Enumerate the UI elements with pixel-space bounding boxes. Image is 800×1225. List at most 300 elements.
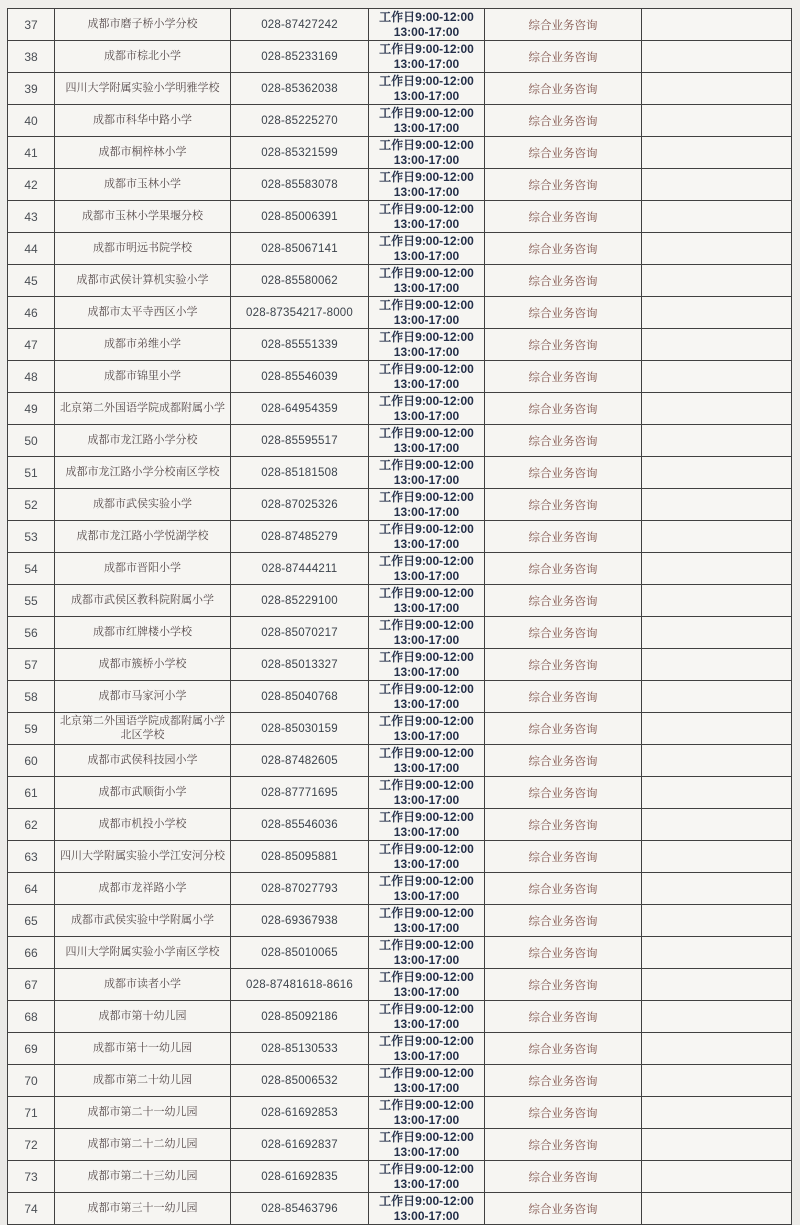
service-hours-line1: 工作日9:00-12:00 <box>379 906 474 921</box>
service-hours <box>369 809 485 841</box>
school-name: 成都市龙江路小学悦湖学校 <box>55 521 231 553</box>
table-row <box>8 1097 792 1129</box>
service-hours <box>369 9 485 41</box>
service-hours-line2: 13:00-17:00 <box>393 56 460 71</box>
table-row <box>8 1193 792 1225</box>
service-type: 综合业务咨询 <box>485 809 642 841</box>
school-name: 成都市第十幼儿园 <box>55 1001 231 1033</box>
remarks-cell <box>642 617 792 649</box>
service-hours-line1: 工作日9:00-12:00 <box>379 1002 474 1017</box>
service-hours-line1: 工作日9:00-12:00 <box>379 1034 474 1049</box>
table-row <box>8 841 792 873</box>
service-hours <box>369 1193 485 1225</box>
service-hours-line1: 工作日9:00-12:00 <box>379 1162 474 1177</box>
phone-number: 028-85181508 <box>231 457 369 489</box>
table-row <box>8 169 792 201</box>
service-hours-line2: 13:00-17:00 <box>393 952 460 967</box>
table-row <box>8 1001 792 1033</box>
phone-number: 028-85030159 <box>231 713 369 745</box>
service-type: 综合业务咨询 <box>485 553 642 585</box>
remarks-cell <box>642 1001 792 1033</box>
table-row <box>8 201 792 233</box>
service-hours-line2: 13:00-17:00 <box>393 792 460 807</box>
school-name: 成都市第二十一幼儿园 <box>55 1097 231 1129</box>
table-row <box>8 713 792 745</box>
service-type: 综合业务咨询 <box>485 617 642 649</box>
phone-number: 028-61692837 <box>231 1129 369 1161</box>
table-row <box>8 649 792 681</box>
row-number: 50 <box>8 425 55 457</box>
phone-number: 028-85233169 <box>231 41 369 73</box>
phone-number: 028-87354217-8000 <box>231 297 369 329</box>
service-hours <box>369 1161 485 1193</box>
row-number: 55 <box>8 585 55 617</box>
remarks-cell <box>642 521 792 553</box>
service-hours <box>369 393 485 425</box>
phone-number: 028-85013327 <box>231 649 369 681</box>
school-name: 成都市第二十三幼儿园 <box>55 1161 231 1193</box>
school-name: 成都市马家河小学 <box>55 681 231 713</box>
service-hours <box>369 1097 485 1129</box>
row-number: 49 <box>8 393 55 425</box>
remarks-cell <box>642 233 792 265</box>
remarks-cell <box>642 137 792 169</box>
row-number: 60 <box>8 745 55 777</box>
school-name: 成都市第二十二幼儿园 <box>55 1129 231 1161</box>
table-row <box>8 969 792 1001</box>
school-name: 成都市簇桥小学校 <box>55 649 231 681</box>
service-hours-line1: 工作日9:00-12:00 <box>379 746 474 761</box>
service-type: 综合业务咨询 <box>485 457 642 489</box>
service-hours <box>369 1065 485 1097</box>
table-row <box>8 137 792 169</box>
service-hours-line1: 工作日9:00-12:00 <box>379 618 474 633</box>
service-hours <box>369 841 485 873</box>
service-hours <box>369 169 485 201</box>
table-row <box>8 937 792 969</box>
service-hours-line1: 工作日9:00-12:00 <box>379 778 474 793</box>
row-number: 41 <box>8 137 55 169</box>
service-hours <box>369 745 485 777</box>
remarks-cell <box>642 1193 792 1225</box>
service-type: 综合业务咨询 <box>485 137 642 169</box>
row-number: 70 <box>8 1065 55 1097</box>
service-type: 综合业务咨询 <box>485 1001 642 1033</box>
service-hours-line1: 工作日9:00-12:00 <box>379 138 474 153</box>
phone-number: 028-87025326 <box>231 489 369 521</box>
service-hours <box>369 41 485 73</box>
service-hours <box>369 681 485 713</box>
remarks-cell <box>642 809 792 841</box>
service-hours-line1: 工作日9:00-12:00 <box>379 394 474 409</box>
row-number: 74 <box>8 1193 55 1225</box>
service-hours <box>369 201 485 233</box>
school-name: 四川大学附属实验小学明雅学校 <box>55 73 231 105</box>
service-type: 综合业务咨询 <box>485 329 642 361</box>
service-hours-line1: 工作日9:00-12:00 <box>379 714 474 729</box>
service-type: 综合业务咨询 <box>485 425 642 457</box>
phone-number: 028-85583078 <box>231 169 369 201</box>
service-type: 综合业务咨询 <box>485 297 642 329</box>
row-number: 39 <box>8 73 55 105</box>
school-service-table <box>7 8 792 1225</box>
remarks-cell <box>642 905 792 937</box>
remarks-cell <box>642 777 792 809</box>
service-hours-line2: 13:00-17:00 <box>393 984 460 999</box>
service-hours-line1: 工作日9:00-12:00 <box>379 1130 474 1145</box>
school-name: 成都市玉林小学 <box>55 169 231 201</box>
remarks-cell <box>642 841 792 873</box>
phone-number: 028-87427242 <box>231 9 369 41</box>
phone-number: 028-85225270 <box>231 105 369 137</box>
service-hours-line1: 工作日9:00-12:00 <box>379 74 474 89</box>
remarks-cell <box>642 649 792 681</box>
remarks-cell <box>642 169 792 201</box>
school-name: 成都市武顺街小学 <box>55 777 231 809</box>
service-hours-line1: 工作日9:00-12:00 <box>379 1194 474 1209</box>
service-hours-line1: 工作日9:00-12:00 <box>379 362 474 377</box>
service-hours <box>369 137 485 169</box>
remarks-cell <box>642 489 792 521</box>
table-row <box>8 521 792 553</box>
service-type: 综合业务咨询 <box>485 681 642 713</box>
row-number: 63 <box>8 841 55 873</box>
service-hours <box>369 649 485 681</box>
service-hours-line2: 13:00-17:00 <box>393 312 460 327</box>
school-name: 成都市棕北小学 <box>55 41 231 73</box>
row-number: 58 <box>8 681 55 713</box>
table-row <box>8 329 792 361</box>
phone-number: 028-61692853 <box>231 1097 369 1129</box>
service-hours-line2: 13:00-17:00 <box>393 408 460 423</box>
row-number: 46 <box>8 297 55 329</box>
table-row <box>8 809 792 841</box>
service-hours-line1: 工作日9:00-12:00 <box>379 458 474 473</box>
table-row <box>8 553 792 585</box>
school-name: 成都市科华中路小学 <box>55 105 231 137</box>
phone-number: 028-85362038 <box>231 73 369 105</box>
service-hours-line2: 13:00-17:00 <box>393 376 460 391</box>
service-type: 综合业务咨询 <box>485 1129 642 1161</box>
phone-number: 028-64954359 <box>231 393 369 425</box>
service-hours-line2: 13:00-17:00 <box>393 696 460 711</box>
row-number: 64 <box>8 873 55 905</box>
table-row <box>8 393 792 425</box>
service-type: 综合业务咨询 <box>485 1193 642 1225</box>
service-hours-line1: 工作日9:00-12:00 <box>379 170 474 185</box>
service-type: 综合业务咨询 <box>485 105 642 137</box>
service-hours-line2: 13:00-17:00 <box>393 248 460 263</box>
service-type: 综合业务咨询 <box>485 873 642 905</box>
remarks-cell <box>642 585 792 617</box>
phone-number: 028-85067141 <box>231 233 369 265</box>
table-row <box>8 905 792 937</box>
service-type: 综合业务咨询 <box>485 169 642 201</box>
service-hours-line2: 13:00-17:00 <box>393 1048 460 1063</box>
service-hours-line2: 13:00-17:00 <box>393 184 460 199</box>
service-hours-line1: 工作日9:00-12:00 <box>379 1066 474 1081</box>
service-type: 综合业务咨询 <box>485 361 642 393</box>
service-type: 综合业务咨询 <box>485 649 642 681</box>
row-number: 45 <box>8 265 55 297</box>
service-hours <box>369 553 485 585</box>
service-hours-line2: 13:00-17:00 <box>393 760 460 775</box>
remarks-cell <box>642 1065 792 1097</box>
service-hours-line2: 13:00-17:00 <box>393 472 460 487</box>
service-hours-line2: 13:00-17:00 <box>393 504 460 519</box>
service-hours <box>369 329 485 361</box>
table-row <box>8 777 792 809</box>
table-row <box>8 1033 792 1065</box>
row-number: 65 <box>8 905 55 937</box>
service-hours-line2: 13:00-17:00 <box>393 920 460 935</box>
phone-number: 028-69367938 <box>231 905 369 937</box>
service-hours-line2: 13:00-17:00 <box>393 440 460 455</box>
service-hours-line1: 工作日9:00-12:00 <box>379 970 474 985</box>
phone-number: 028-85321599 <box>231 137 369 169</box>
row-number: 59 <box>8 713 55 745</box>
service-hours-line2: 13:00-17:00 <box>393 600 460 615</box>
service-hours-line2: 13:00-17:00 <box>393 1016 460 1031</box>
phone-number: 028-85580062 <box>231 265 369 297</box>
phone-number: 028-61692835 <box>231 1161 369 1193</box>
remarks-cell <box>642 1129 792 1161</box>
school-name: 成都市机投小学校 <box>55 809 231 841</box>
remarks-cell <box>642 265 792 297</box>
row-number: 48 <box>8 361 55 393</box>
service-hours-line1: 工作日9:00-12:00 <box>379 650 474 665</box>
row-number: 52 <box>8 489 55 521</box>
service-hours-line2: 13:00-17:00 <box>393 88 460 103</box>
remarks-cell <box>642 329 792 361</box>
service-hours <box>369 777 485 809</box>
phone-number: 028-85070217 <box>231 617 369 649</box>
service-type: 综合业务咨询 <box>485 393 642 425</box>
remarks-cell <box>642 553 792 585</box>
school-name: 成都市武侯计算机实验小学 <box>55 265 231 297</box>
remarks-cell <box>642 9 792 41</box>
service-hours <box>369 1033 485 1065</box>
service-hours-line2: 13:00-17:00 <box>393 728 460 743</box>
school-name: 成都市第二十幼儿园 <box>55 1065 231 1097</box>
service-hours <box>369 425 485 457</box>
service-hours <box>369 969 485 1001</box>
table-row <box>8 361 792 393</box>
phone-number: 028-85229100 <box>231 585 369 617</box>
remarks-cell <box>642 681 792 713</box>
service-type: 综合业务咨询 <box>485 969 642 1001</box>
phone-number: 028-85546036 <box>231 809 369 841</box>
service-hours-line1: 工作日9:00-12:00 <box>379 490 474 505</box>
school-name: 成都市武侯实验小学 <box>55 489 231 521</box>
school-name: 成都市龙祥路小学 <box>55 873 231 905</box>
phone-number: 028-85463796 <box>231 1193 369 1225</box>
school-name: 四川大学附属实验小学江安河分校 <box>55 841 231 873</box>
service-hours <box>369 297 485 329</box>
table-row <box>8 681 792 713</box>
service-hours-line1: 工作日9:00-12:00 <box>379 1098 474 1113</box>
service-hours <box>369 361 485 393</box>
service-hours-line1: 工作日9:00-12:00 <box>379 266 474 281</box>
school-name: 成都市晋阳小学 <box>55 553 231 585</box>
remarks-cell <box>642 1097 792 1129</box>
remarks-cell <box>642 361 792 393</box>
phone-number: 028-87027793 <box>231 873 369 905</box>
service-hours-line2: 13:00-17:00 <box>393 536 460 551</box>
service-hours-line2: 13:00-17:00 <box>393 120 460 135</box>
service-hours-line1: 工作日9:00-12:00 <box>379 874 474 889</box>
service-hours-line1: 工作日9:00-12:00 <box>379 426 474 441</box>
row-number: 43 <box>8 201 55 233</box>
service-type: 综合业务咨询 <box>485 9 642 41</box>
service-hours-line1: 工作日9:00-12:00 <box>379 938 474 953</box>
row-number: 61 <box>8 777 55 809</box>
row-number: 54 <box>8 553 55 585</box>
row-number: 44 <box>8 233 55 265</box>
remarks-cell <box>642 713 792 745</box>
service-type: 综合业务咨询 <box>485 745 642 777</box>
table-row <box>8 489 792 521</box>
row-number: 68 <box>8 1001 55 1033</box>
service-hours-line1: 工作日9:00-12:00 <box>379 298 474 313</box>
phone-number: 028-85006391 <box>231 201 369 233</box>
remarks-cell <box>642 457 792 489</box>
service-type: 综合业务咨询 <box>485 1161 642 1193</box>
remarks-cell <box>642 1033 792 1065</box>
service-hours-line1: 工作日9:00-12:00 <box>379 10 474 25</box>
phone-number: 028-85092186 <box>231 1001 369 1033</box>
service-hours-line2: 13:00-17:00 <box>393 888 460 903</box>
table-row <box>8 1161 792 1193</box>
remarks-cell <box>642 1161 792 1193</box>
school-name: 成都市明远书院学校 <box>55 233 231 265</box>
service-type: 综合业务咨询 <box>485 1033 642 1065</box>
table-row <box>8 297 792 329</box>
phone-number: 028-85010065 <box>231 937 369 969</box>
school-name: 成都市武侯科技园小学 <box>55 745 231 777</box>
service-type: 综合业务咨询 <box>485 1097 642 1129</box>
service-hours-line2: 13:00-17:00 <box>393 1208 460 1223</box>
row-number: 37 <box>8 9 55 41</box>
row-number: 57 <box>8 649 55 681</box>
school-name: 成都市太平寺西区小学 <box>55 297 231 329</box>
table-row <box>8 1129 792 1161</box>
phone-number: 028-85095881 <box>231 841 369 873</box>
school-name: 成都市锦里小学 <box>55 361 231 393</box>
service-hours-line2: 13:00-17:00 <box>393 824 460 839</box>
service-hours-line1: 工作日9:00-12:00 <box>379 554 474 569</box>
school-name: 成都市第三十一幼儿园 <box>55 1193 231 1225</box>
service-hours <box>369 1129 485 1161</box>
service-hours <box>369 873 485 905</box>
service-hours <box>369 905 485 937</box>
school-name: 成都市桐梓林小学 <box>55 137 231 169</box>
service-type: 综合业务咨询 <box>485 521 642 553</box>
service-hours-line2: 13:00-17:00 <box>393 1144 460 1159</box>
service-hours <box>369 265 485 297</box>
service-hours <box>369 617 485 649</box>
table-row <box>8 617 792 649</box>
table-row <box>8 265 792 297</box>
service-hours-line2: 13:00-17:00 <box>393 344 460 359</box>
service-hours-line1: 工作日9:00-12:00 <box>379 202 474 217</box>
remarks-cell <box>642 201 792 233</box>
table-row <box>8 745 792 777</box>
remarks-cell <box>642 105 792 137</box>
service-type: 综合业务咨询 <box>485 233 642 265</box>
row-number: 69 <box>8 1033 55 1065</box>
phone-number: 028-87482605 <box>231 745 369 777</box>
row-number: 72 <box>8 1129 55 1161</box>
row-number: 73 <box>8 1161 55 1193</box>
phone-number: 028-87481618-8616 <box>231 969 369 1001</box>
service-hours <box>369 233 485 265</box>
table-row <box>8 233 792 265</box>
remarks-cell <box>642 41 792 73</box>
service-hours-line2: 13:00-17:00 <box>393 152 460 167</box>
service-hours-line1: 工作日9:00-12:00 <box>379 330 474 345</box>
school-name: 成都市红牌楼小学校 <box>55 617 231 649</box>
phone-number: 028-85595517 <box>231 425 369 457</box>
school-name: 成都市第十一幼儿园 <box>55 1033 231 1065</box>
remarks-cell <box>642 73 792 105</box>
service-hours-line1: 工作日9:00-12:00 <box>379 810 474 825</box>
service-hours-line2: 13:00-17:00 <box>393 664 460 679</box>
remarks-cell <box>642 937 792 969</box>
row-number: 56 <box>8 617 55 649</box>
row-number: 51 <box>8 457 55 489</box>
remarks-cell <box>642 425 792 457</box>
row-number: 47 <box>8 329 55 361</box>
service-type: 综合业务咨询 <box>485 201 642 233</box>
service-hours <box>369 457 485 489</box>
service-hours-line2: 13:00-17:00 <box>393 1080 460 1095</box>
service-hours-line2: 13:00-17:00 <box>393 280 460 295</box>
service-hours <box>369 73 485 105</box>
service-hours-line1: 工作日9:00-12:00 <box>379 106 474 121</box>
table-row <box>8 105 792 137</box>
school-name: 成都市玉林小学果堰分校 <box>55 201 231 233</box>
service-hours-line2: 13:00-17:00 <box>393 568 460 583</box>
remarks-cell <box>642 969 792 1001</box>
service-hours <box>369 713 485 745</box>
service-type: 综合业务咨询 <box>485 713 642 745</box>
school-name: 成都市弟维小学 <box>55 329 231 361</box>
remarks-cell <box>642 873 792 905</box>
remarks-cell <box>642 297 792 329</box>
table-row <box>8 9 792 41</box>
table-row <box>8 457 792 489</box>
service-hours <box>369 489 485 521</box>
school-name: 成都市武侯区教科院附属小学 <box>55 585 231 617</box>
row-number: 67 <box>8 969 55 1001</box>
row-number: 40 <box>8 105 55 137</box>
phone-number: 028-87485279 <box>231 521 369 553</box>
school-name: 成都市龙江路小学分校 <box>55 425 231 457</box>
service-type: 综合业务咨询 <box>485 1065 642 1097</box>
service-hours <box>369 1001 485 1033</box>
school-name: 北京第二外国语学院成都附属小学北区学校 <box>55 713 231 745</box>
service-type: 综合业务咨询 <box>485 41 642 73</box>
service-type: 综合业务咨询 <box>485 777 642 809</box>
service-hours <box>369 937 485 969</box>
service-type: 综合业务咨询 <box>485 265 642 297</box>
remarks-cell <box>642 745 792 777</box>
service-type: 综合业务咨询 <box>485 841 642 873</box>
service-hours-line2: 13:00-17:00 <box>393 1112 460 1127</box>
service-hours-line2: 13:00-17:00 <box>393 24 460 39</box>
school-name: 四川大学附属实验小学南区学校 <box>55 937 231 969</box>
